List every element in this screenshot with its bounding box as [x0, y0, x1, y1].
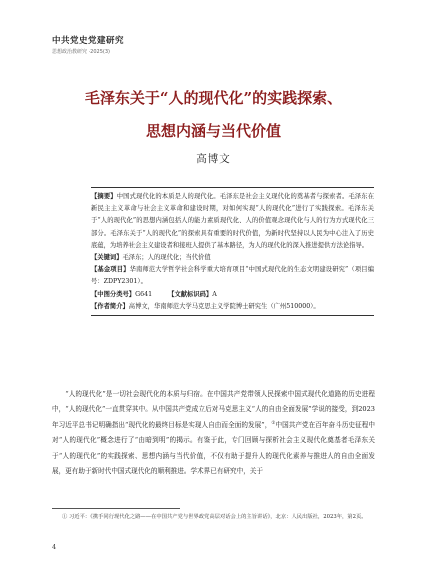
fund-label: 【基金项目】 — [91, 266, 130, 274]
doc-code-value: A — [212, 290, 217, 298]
fund-text: 华南师范大学哲学社会科学重大培育项目“中国式现代化的生态文明建设研究”（项目编号：ZDPY2301）。 — [91, 266, 374, 286]
abstract-text: 中国式现代化的本质是人的现代化。毛泽东是社会主义现代化的奠基者与探索者。毛泽东在新民主主义革命与社会主义革命和建设时期，对如何实现“人的现代化”进行了实践探索。毛泽东关于“人的现代化”的思想内涵包括人的能力素质现代化、人的价值观念现代化与人的行为方式现代化三部分。毛泽东关于“人的现代化”的探索具有重要的时代价值，为新时代坚持以人民为中心注入了历史底蕴，为培养社会主义建设者和接班人提供了基本路径，为人的现代化的深入推进提供方法论指导。 — [91, 193, 375, 249]
article-title-line-1: 毛泽东关于“人的现代化”的实践探索、 — [84, 89, 343, 107]
footnote-reference[interactable]: ① — [271, 420, 276, 426]
document-code — [168, 289, 217, 301]
abstract-box — [91, 187, 374, 316]
page-number: 4 — [52, 543, 57, 551]
doc-code-label: 【文献标识码】 — [168, 290, 213, 298]
abstract-label: 【摘要】 — [91, 193, 117, 200]
abstract — [91, 191, 374, 252]
body-paragraph — [52, 387, 375, 479]
keywords-text: 毛泽东；人的现代化；当代价值 — [122, 254, 211, 262]
article-title-line-2: 思想内涵与当代价值 — [145, 122, 281, 140]
journal-name: 中共党史党建研究 — [52, 36, 125, 46]
article-author: 高博文 — [196, 153, 231, 165]
body-text-part-2: 中国共产党在百年奋斗历史征程中对“人的现代化”概念进行了“由暗到明”的揭示。有鉴于此，专门回顾与探析社会主义现代化奠基者毛泽东关于“人的现代化”的实践探索、思想内涵与当代价值，不仅有助于提升人的现代化素养与推进人的自由全面发展，更有助于新时代中国式现代化的顺利推进。学术界已有研究中，关于 — [52, 420, 375, 476]
author-info-text: 高博文，华南师范大学马克思主义学院博士研究生（广州510000）。 — [128, 302, 320, 310]
author-info — [91, 301, 374, 313]
article-title — [0, 82, 427, 148]
clc-label: 【中图分类号】 — [91, 290, 136, 298]
keywords — [91, 252, 374, 264]
author-info-label: 【作者简介】 — [91, 302, 129, 310]
fund-project — [91, 264, 374, 288]
clc-value: G641 — [135, 290, 153, 298]
footnote: ① 习近平：《携手同行现代化之路——在中国共产党与世界政党高层对话会上的主旨讲话》，北京：人民出版社，2023年，第2页。 — [62, 514, 367, 520]
journal-header — [52, 34, 124, 55]
classification-row — [91, 289, 374, 301]
clc-number — [91, 289, 152, 301]
journal-issue: 思想政治教研究 ·2025(3) — [52, 49, 110, 55]
footnote-divider — [52, 508, 180, 509]
body-text-part-1: “人的现代化”是一切社会现代化的本质与归宿。在中国共产党带领人民探索中国式现代化道路的历史进程中，“人的现代化”一直贯穿其中。从中国共产党成立后对马克思主义“人的自由全面发展”学说的接受，到2023年习近平总书记明确指出“现代化的最终目标是实现人自由而全面的发展”， — [52, 390, 375, 429]
keywords-label: 【关键词】 — [91, 254, 123, 262]
